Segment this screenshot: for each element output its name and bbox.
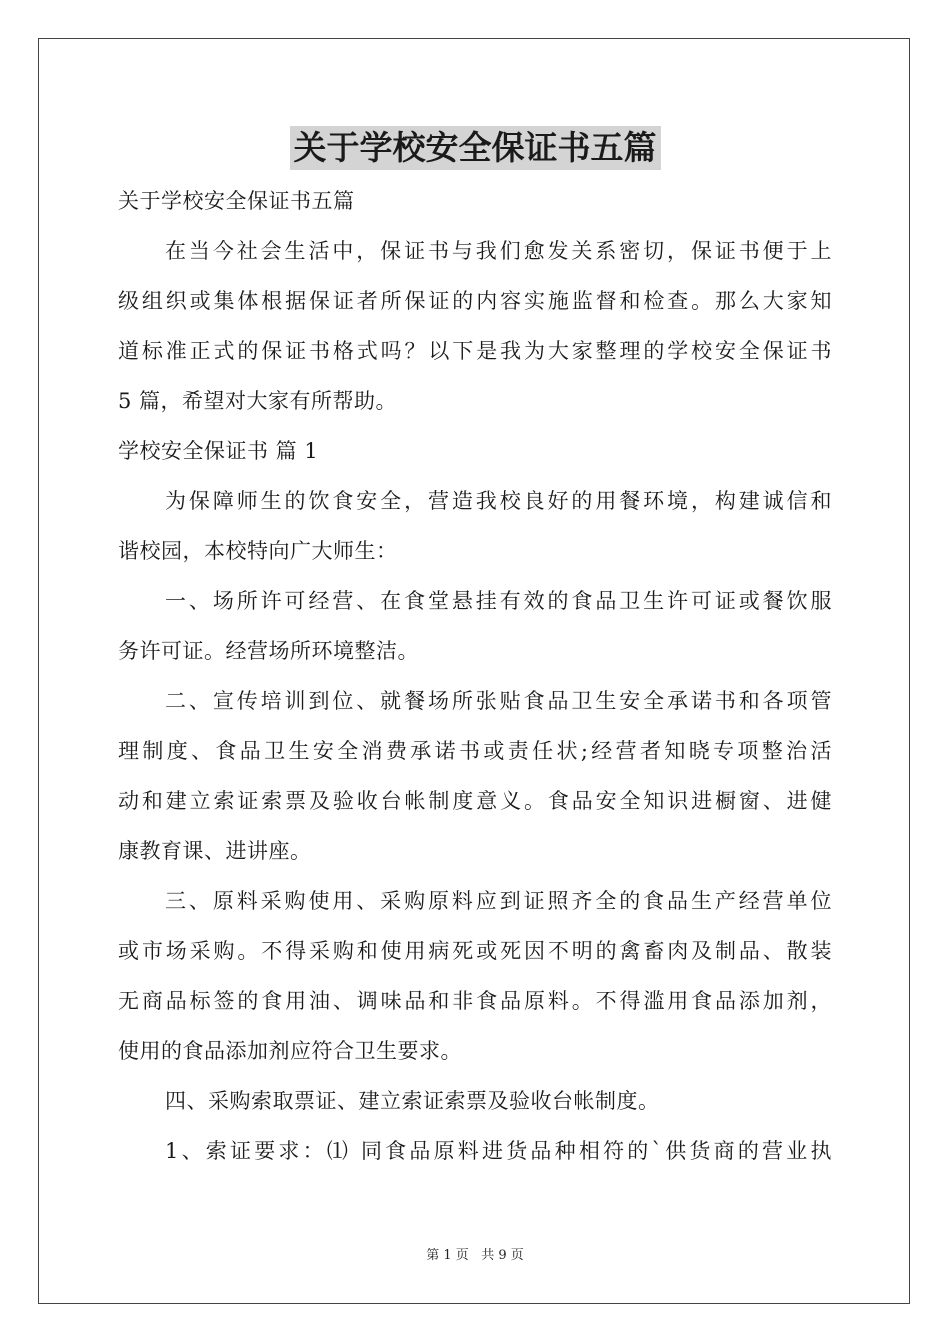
paragraph-line: 在当今社会生活中，保证书与我们愈发关系密切，保证书便于上 — [165, 239, 832, 263]
paragraph-line: 级组织或集体根据保证者所保证的内容实施监督和检查。那么大家知 — [118, 289, 832, 313]
title-container — [0, 126, 950, 170]
paragraph-line: 康教育课、进讲座。 — [118, 839, 312, 863]
paragraph-line: 四、采购索取票证、建立索证索票及验收台帐制度。 — [165, 1089, 660, 1113]
paragraph-line: 二、宣传培训到位、就餐场所张贴食品卫生安全承诺书和各项管 — [165, 689, 832, 713]
paragraph-line: 5 篇，希望对大家有所帮助。 — [118, 389, 398, 413]
document-body — [118, 176, 832, 1176]
paragraph-line: 或市场采购。不得采购和使用病死或死因不明的禽畜肉及制品、散装 — [118, 939, 832, 963]
paragraph-line: 无商品标签的食用油、调味品和非食品原料。不得滥用食品添加剂， — [118, 989, 832, 1013]
subtitle-line: 关于学校安全保证书五篇 — [118, 189, 355, 213]
paragraph-line: 三、原料采购使用、采购原料应到证照齐全的食品生产经营单位 — [165, 889, 832, 913]
paragraph-line: 务许可证。经营场所环境整洁。 — [118, 639, 419, 663]
paragraph-line: 动和建立索证索票及验收台帐制度意义。食品安全知识进橱窗、进健 — [118, 789, 832, 813]
document-title: 关于学校安全保证书五篇 — [290, 126, 661, 170]
paragraph-line: 使用的食品添加剂应符合卫生要求。 — [118, 1039, 462, 1063]
page-total: 共 9 页 — [481, 1248, 524, 1263]
page-number: 第 1 页 — [426, 1248, 469, 1263]
section-heading: 学校安全保证书 篇 1 — [118, 439, 319, 463]
paragraph-line: 为保障师生的饮食安全，营造我校良好的用餐环境，构建诚信和 — [165, 489, 832, 513]
paragraph-line: 理制度、食品卫生安全消费承诺书或责任状;经营者知晓专项整治活 — [118, 739, 832, 763]
page-footer — [0, 1244, 950, 1263]
paragraph-line: 道标准正式的保证书格式吗？以下是我为大家整理的学校安全保证书 — [118, 339, 832, 363]
paragraph-line: 1、索证要求：⑴ 同食品原料进货品种相符的`供货商的营业执 — [165, 1139, 832, 1163]
paragraph-line: 一、场所许可经营、在食堂悬挂有效的食品卫生许可证或餐饮服 — [165, 589, 832, 613]
paragraph-line: 谐校园，本校特向广大师生： — [118, 539, 398, 563]
